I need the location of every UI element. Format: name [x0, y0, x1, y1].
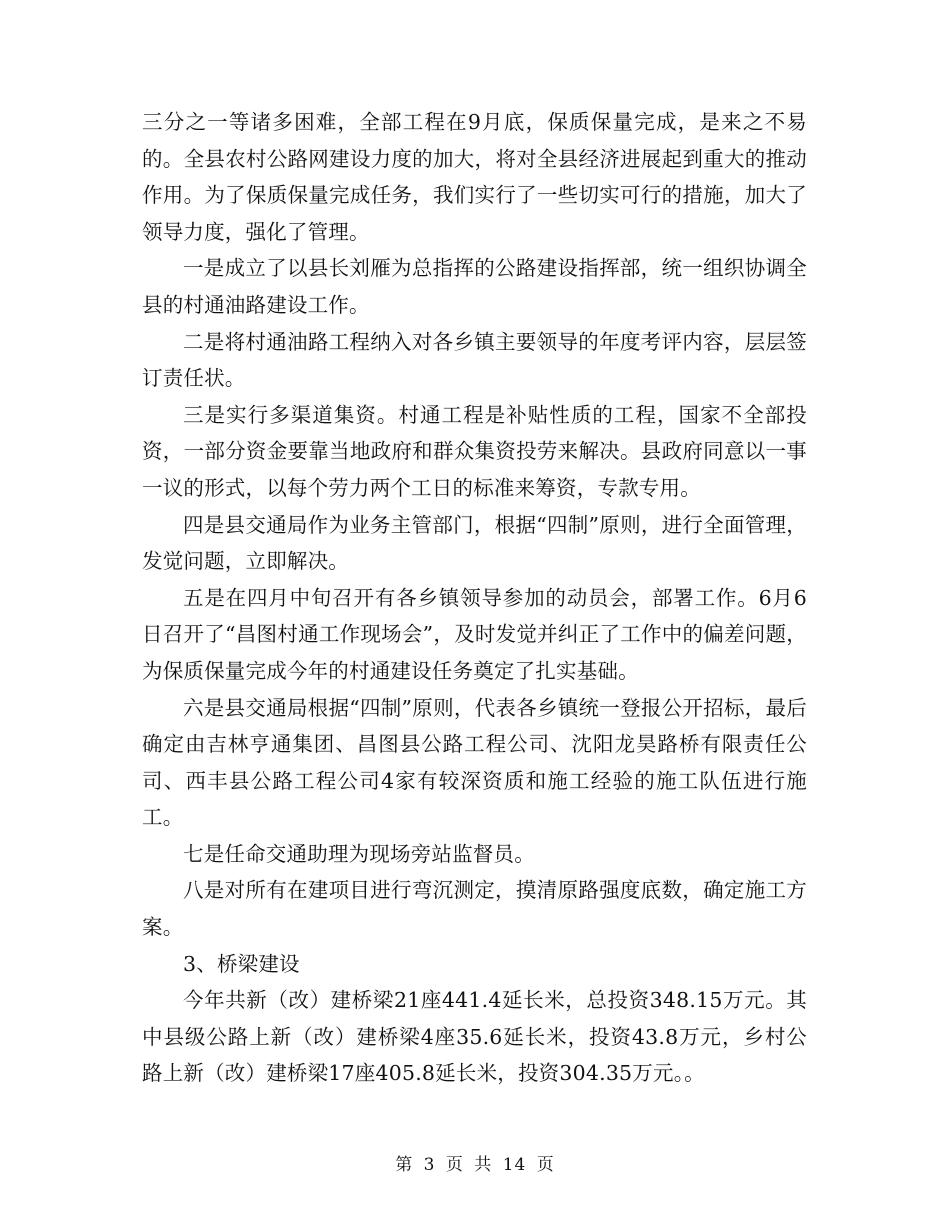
page-number-footer: 第 3 页 共 14 页	[395, 1155, 555, 1175]
paragraph-measure-5: 五是在四月中旬召开有各乡镇领导参加的动员会，部署工作。6月6日召开了“昌图村通工作现场会”，及时发觉并纠正了工作中的偏差问题，为保质保量完成今年的村通建设任务奠定了扎实基础。	[142, 585, 807, 683]
paragraph-measure-1: 一是成立了以县长刘雁为总指挥的公路建设指挥部，统一组织协调全县的村通油路建设工作。	[142, 256, 807, 317]
section-heading-bridge-construction: 3、桥梁建设	[183, 951, 300, 976]
paragraph-bridge-summary: 今年共新（改）建桥梁21座441.4延长米，总投资348.15万元。其中县级公路上新（改）建桥梁4座35.6延长米，投资43.8万元，乡村公路上新（改）建桥梁17座405.8延长米，投资304.35万元。。	[142, 988, 807, 1086]
paragraph-measure-7: 七是任命交通助理为现场旁站监督员。	[183, 841, 535, 866]
document-body	[142, 104, 807, 1092]
paragraph-measure-8: 八是对所有在建项目进行弯沉测定，摸清原路强度底数，确定施工方案。	[142, 878, 807, 940]
paragraph-measure-6: 六是县交通局根据“四制”原则，代表各乡镇统一登报公开招标，最后确定由吉林亨通集团、昌图县公路工程公司、沈阳龙昊路桥有限责任公司、西丰县公路工程公司4家有较深资质和施工经验的施工队伍进行施工。	[142, 695, 807, 830]
paragraph-measure-3: 三是实行多渠道集资。村通工程是补贴性质的工程，国家不全部投资，一部分资金要靠当地政府和群众集资投劳来解决。县政府同意以一事一议的形式，以每个劳力两个工日的标准来筹资，专款专用。	[142, 402, 807, 500]
paragraph-measure-2: 二是将村通油路工程纳入对各乡镇主要领导的年度考评内容，层层签订责任状。	[142, 329, 807, 391]
paragraph-continuation: 三分之一等诸多困难，全部工程在9月底，保质保量完成，是来之不易的。全县农村公路网建设力度的加大，将对全县经济进展起到重大的推动作用。为了保质保量完成任务，我们实行了一些切实可行的措施，加大了领导力度，强化了管理。	[142, 110, 807, 244]
paragraph-measure-4: 四是县交通局作为业务主管部门，根据“四制”原则，进行全面管理，发觉问题，立即解决。	[142, 512, 807, 574]
